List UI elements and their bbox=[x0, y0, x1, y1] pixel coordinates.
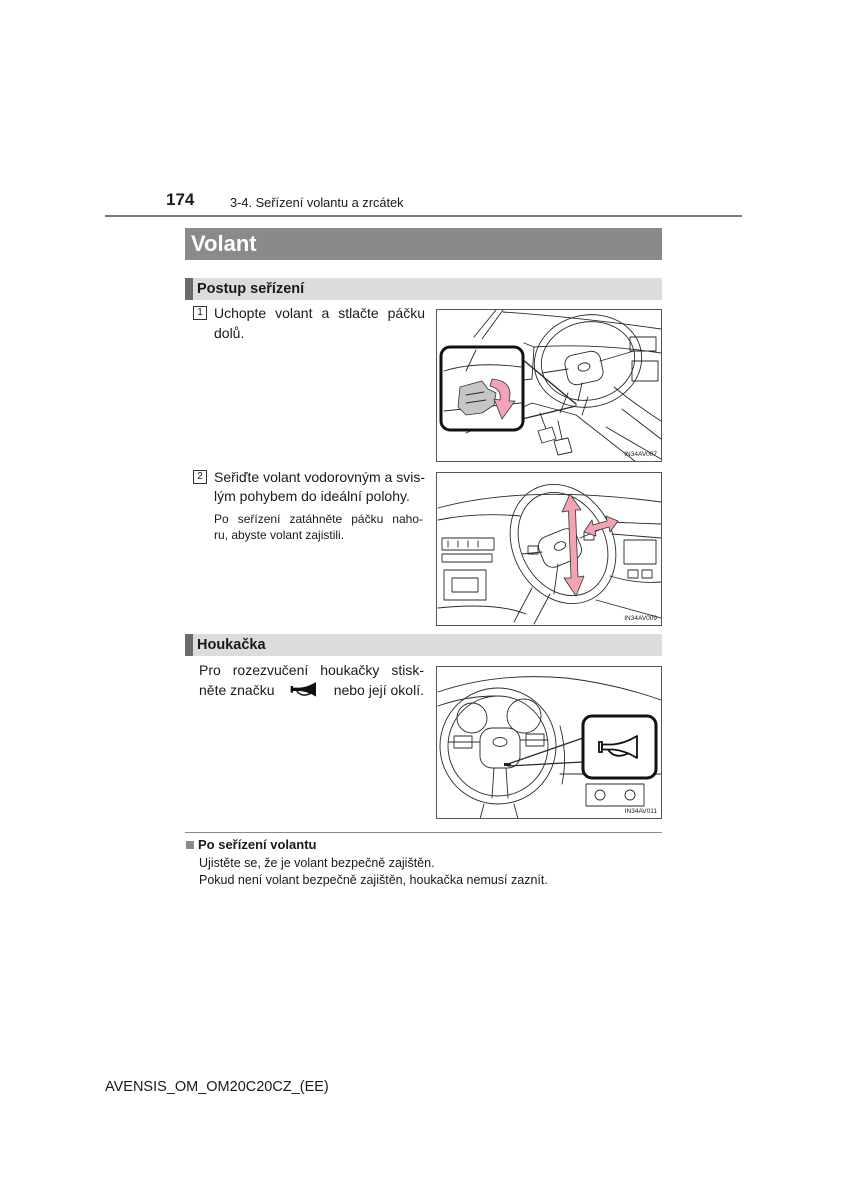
horn-line-start: něte značku bbox=[199, 682, 275, 698]
page-number: 174 bbox=[166, 190, 195, 209]
step-1-text bbox=[214, 303, 425, 343]
wheel-logo bbox=[553, 540, 567, 552]
section-heading-adjustment bbox=[185, 278, 662, 300]
horn-line: Pro rozezvučení houkačky stisk- bbox=[199, 662, 424, 678]
figure-wheel-adjustment bbox=[436, 472, 662, 626]
title-bar bbox=[185, 228, 662, 260]
illustration-horn-location bbox=[436, 666, 662, 819]
wheel-spokes bbox=[448, 734, 548, 798]
chapter-section-title: 3-4. Seřízení volantu a zrcátek bbox=[230, 195, 404, 210]
step-2-text bbox=[214, 468, 425, 506]
step-2-line: lým pohybem do ideální polohy. bbox=[214, 488, 410, 504]
illustration-wheel-adjustment bbox=[436, 472, 662, 626]
wheel-hub bbox=[563, 350, 604, 387]
dashboard-lines bbox=[438, 494, 661, 618]
note-line: Pokud není volant bezpečně zajištěn, houkačka nemusí zaznít. bbox=[199, 873, 548, 887]
wheel-logo bbox=[493, 738, 507, 747]
figure-code: IN34AV011 bbox=[624, 808, 657, 815]
step-2-note bbox=[214, 511, 423, 543]
gauge bbox=[507, 699, 541, 733]
document-code: AVENSIS_OM_OM20C20CZ_(EE) bbox=[105, 1079, 329, 1095]
bullet-square bbox=[186, 841, 194, 849]
horn-icon bbox=[289, 682, 319, 698]
lever-inset bbox=[441, 347, 523, 430]
steering-column bbox=[480, 804, 518, 819]
section-heading-horn bbox=[185, 634, 662, 656]
inset-frame bbox=[583, 716, 656, 778]
figure-release-lever bbox=[436, 309, 662, 462]
step-2-note-line: ru, abyste volant zajistili. bbox=[214, 528, 345, 542]
step-1-line: Uchopte volant a stlačte páčku bbox=[214, 305, 425, 321]
section-heading-text: Postup seřízení bbox=[197, 281, 305, 297]
figure-code: IN34AV009 bbox=[624, 615, 657, 622]
pedals bbox=[538, 413, 572, 455]
wheel-spokes bbox=[522, 528, 604, 594]
note-line: Ujistěte se, že je volant bezpečně zajištěn. bbox=[199, 856, 435, 870]
figure-horn-location bbox=[436, 666, 662, 819]
figure-code: IN34AV007 bbox=[624, 451, 657, 458]
step-1-line: dolů. bbox=[214, 325, 245, 341]
note-divider bbox=[185, 832, 662, 833]
steering-column bbox=[514, 588, 550, 624]
horn-line-end: nebo její okolí. bbox=[333, 682, 424, 698]
horn-line bbox=[199, 680, 424, 700]
step-2-line: Seřiďte volant vodorovným a svis- bbox=[214, 469, 425, 485]
air-vents bbox=[442, 538, 494, 562]
header-divider bbox=[105, 215, 742, 217]
illustration-release-lever bbox=[436, 309, 662, 462]
horn-text bbox=[199, 660, 424, 700]
step-2-note-line: Po seřízení zatáhněte páčku naho- bbox=[214, 512, 423, 526]
section-heading-text: Houkačka bbox=[197, 637, 266, 653]
callout-lines bbox=[522, 359, 576, 419]
note-heading: Po seřízení volantu bbox=[198, 837, 317, 852]
wheel-logo bbox=[577, 362, 590, 372]
page-title: Volant bbox=[191, 231, 257, 256]
wheel-spokes bbox=[542, 351, 634, 401]
gauge bbox=[457, 703, 487, 733]
horn-inset bbox=[583, 716, 656, 778]
step-number-1: 1 bbox=[193, 306, 207, 320]
note-text bbox=[199, 855, 548, 889]
step-number-2: 2 bbox=[193, 470, 207, 484]
